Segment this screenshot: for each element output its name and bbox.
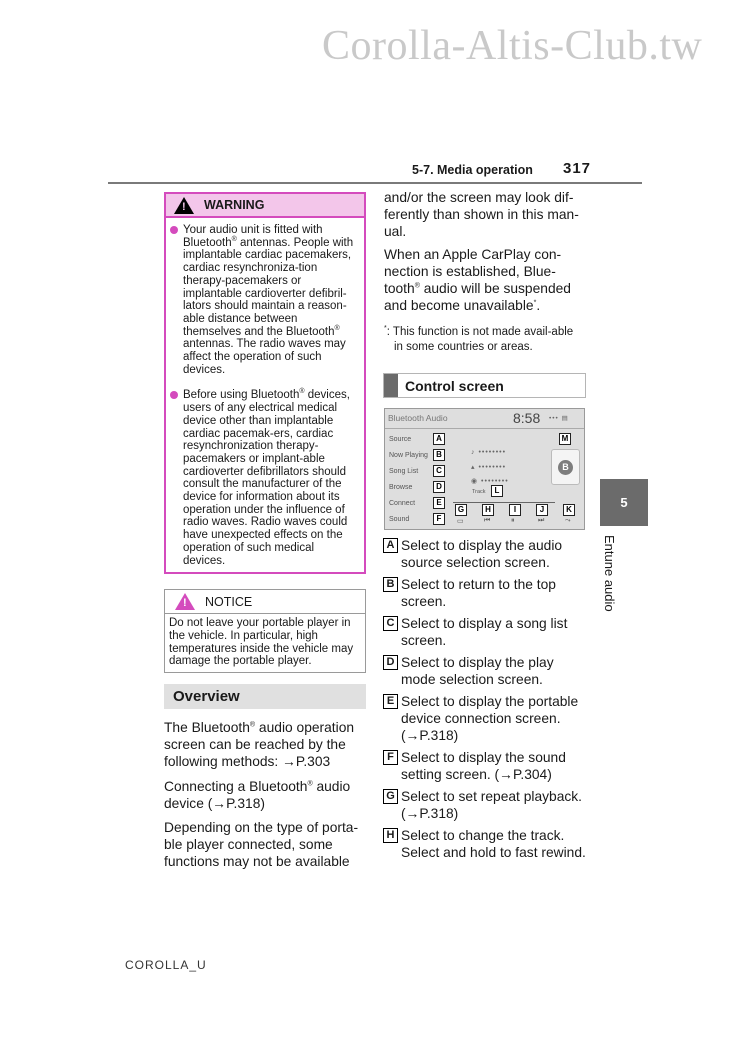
warning-title: WARNING — [204, 198, 265, 212]
footnote: *: This function is not made avail-able in some countries or areas. — [384, 325, 574, 353]
marker-l: L — [491, 485, 503, 497]
legend-badge: A — [383, 538, 398, 553]
legend-badge: G — [383, 789, 398, 804]
control-screen-heading: Control screen — [383, 373, 586, 398]
marker-c: C — [433, 465, 445, 477]
legend-text: Select to set repeat playback. (→P.318) — [401, 789, 582, 821]
warning-item: Before using Bluetooth® devices, users of any electrical medical device other than implantable cardiac pacemak-ers, cardiac resynchronization therapy-pacemakers or implant-able cardioverter defibrillators should consult the manufacturer of the device for information about its operation under the influence of radio waves. Radio waves could have unexpected effects on the operation of such medical devices. — [170, 389, 356, 567]
marker-i: I — [509, 504, 521, 516]
legend-text: Select to return to the top screen. — [401, 577, 556, 609]
bluetooth-audio-screen-figure — [384, 408, 585, 530]
bullet-icon — [170, 226, 178, 234]
page-number: 317 — [563, 160, 592, 177]
screen-song-title: ♪ •••••••• — [471, 449, 507, 456]
legend-badge: H — [383, 828, 398, 843]
previous-track-icon: ⏮ — [484, 517, 491, 524]
marker-j: J — [536, 504, 548, 516]
bullet-icon — [170, 391, 178, 399]
overview-heading: Overview — [164, 684, 366, 709]
warning-item: Your audio unit is fitted with Bluetooth® antennas. People with implantable cardiac pacemakers, cardiac resynchroniza-tion therapy-pacemakers or implantable cardioverter defibril-lators should maintain a reason-able distance between themselves and the Bluetooth® antennas. The radio waves may affect the operation of such devices. — [170, 224, 356, 376]
legend-text: Select to display the audio source selection screen. — [401, 538, 563, 570]
shuffle-icon: ⤳ — [565, 517, 571, 524]
marker-h: H — [482, 504, 494, 516]
legend-item-d — [383, 654, 588, 688]
section-header: 5-7. Media operation — [412, 163, 533, 177]
screen-album: ◉ •••••••• — [471, 478, 509, 485]
legend-text: Select to display a song list screen. — [401, 616, 568, 648]
screen-track-label: Track — [472, 489, 486, 495]
screen-artist: ▴ •••••••• — [471, 464, 507, 471]
legend-item-a — [383, 537, 588, 571]
warning-triangle-icon: ! — [174, 197, 194, 214]
screen-clock: 8:58 — [513, 410, 541, 426]
screen-menu-source: Source — [389, 436, 412, 443]
screen-status-icons: ••• ▤ — [549, 415, 569, 422]
screen-title: Bluetooth Audio — [388, 413, 448, 423]
legend-item-e — [383, 693, 588, 744]
notice-header — [165, 590, 365, 614]
legend-item-h — [383, 827, 588, 861]
notice-box — [164, 589, 366, 673]
pause-icon: ⏸ — [511, 517, 515, 524]
legend-text: Select to display the play mode selection screen. — [401, 655, 554, 687]
marker-f: F — [433, 513, 445, 525]
legend-badge: D — [383, 655, 398, 670]
watermark-text: Corolla-Altis-Club.tw — [322, 23, 703, 69]
warning-box — [164, 192, 366, 574]
chapter-tab: 5 — [600, 479, 648, 526]
notice-triangle-icon: ! — [175, 593, 195, 610]
marker-g: G — [455, 504, 467, 516]
legend-badge: B — [383, 577, 398, 592]
screen-menu-song-list: Song List — [389, 468, 419, 475]
overview-paragraph-3: Depending on the type of porta-ble player connected, some functions may not be available — [164, 820, 359, 869]
marker-e: E — [433, 497, 445, 509]
overview-paragraph-1: The Bluetooth® audio operation screen can be reached by the following methods: →P.303 — [164, 720, 355, 769]
screen-menu-browse: Browse — [389, 484, 413, 491]
chapter-title: Entune audio — [602, 535, 617, 612]
legend-item-g — [383, 788, 588, 822]
marker-d: D — [433, 481, 445, 493]
legend-text: Select to change the track. Select and hold to fast rewind. — [401, 828, 586, 860]
overview-paragraph-2: Connecting a Bluetooth® audio device (→P.318) — [164, 779, 351, 811]
legend-item-f — [383, 749, 588, 783]
notice-body: Do not leave your portable player in the vehicle. In particular, high temperatures inside the vehicle may damage the portable player. — [169, 617, 354, 668]
warning-header — [166, 194, 364, 218]
carplay-paragraph: When an Apple CarPlay con-nection is established, Blue-tooth® audio will be suspended and become unavailable*. — [384, 247, 571, 313]
screen-menu-now-playing: Now Playing — [389, 452, 428, 459]
screen-menu-connect: Connect — [389, 500, 416, 507]
marker-k: K — [563, 504, 575, 516]
next-track-icon: ⏭ — [538, 517, 545, 524]
continued-paragraph: and/or the screen may look dif-ferently than shown in this man-ual. — [384, 190, 579, 239]
header-rule — [108, 182, 642, 184]
legend-badge: C — [383, 616, 398, 631]
footer-model-code: COROLLA_U — [125, 958, 207, 972]
legend-badge: F — [383, 750, 398, 765]
marker-b: B — [433, 449, 445, 461]
legend-text: Select to display the portable device connection screen. (→P.318) — [401, 694, 579, 743]
legend-item-c — [383, 615, 588, 649]
repeat-icon: ▭ — [457, 518, 464, 525]
legend-item-b — [383, 576, 588, 610]
screen-progress-bar — [453, 502, 555, 503]
legend-text: Select to display the sound setting screen. (→P.304) — [401, 750, 566, 782]
marker-m: M — [559, 433, 571, 445]
bluetooth-icon: B — [551, 449, 580, 485]
legend-badge: E — [383, 694, 398, 709]
notice-title: NOTICE — [205, 594, 253, 609]
screen-menu-sound: Sound — [389, 516, 410, 523]
marker-a: A — [433, 433, 445, 445]
